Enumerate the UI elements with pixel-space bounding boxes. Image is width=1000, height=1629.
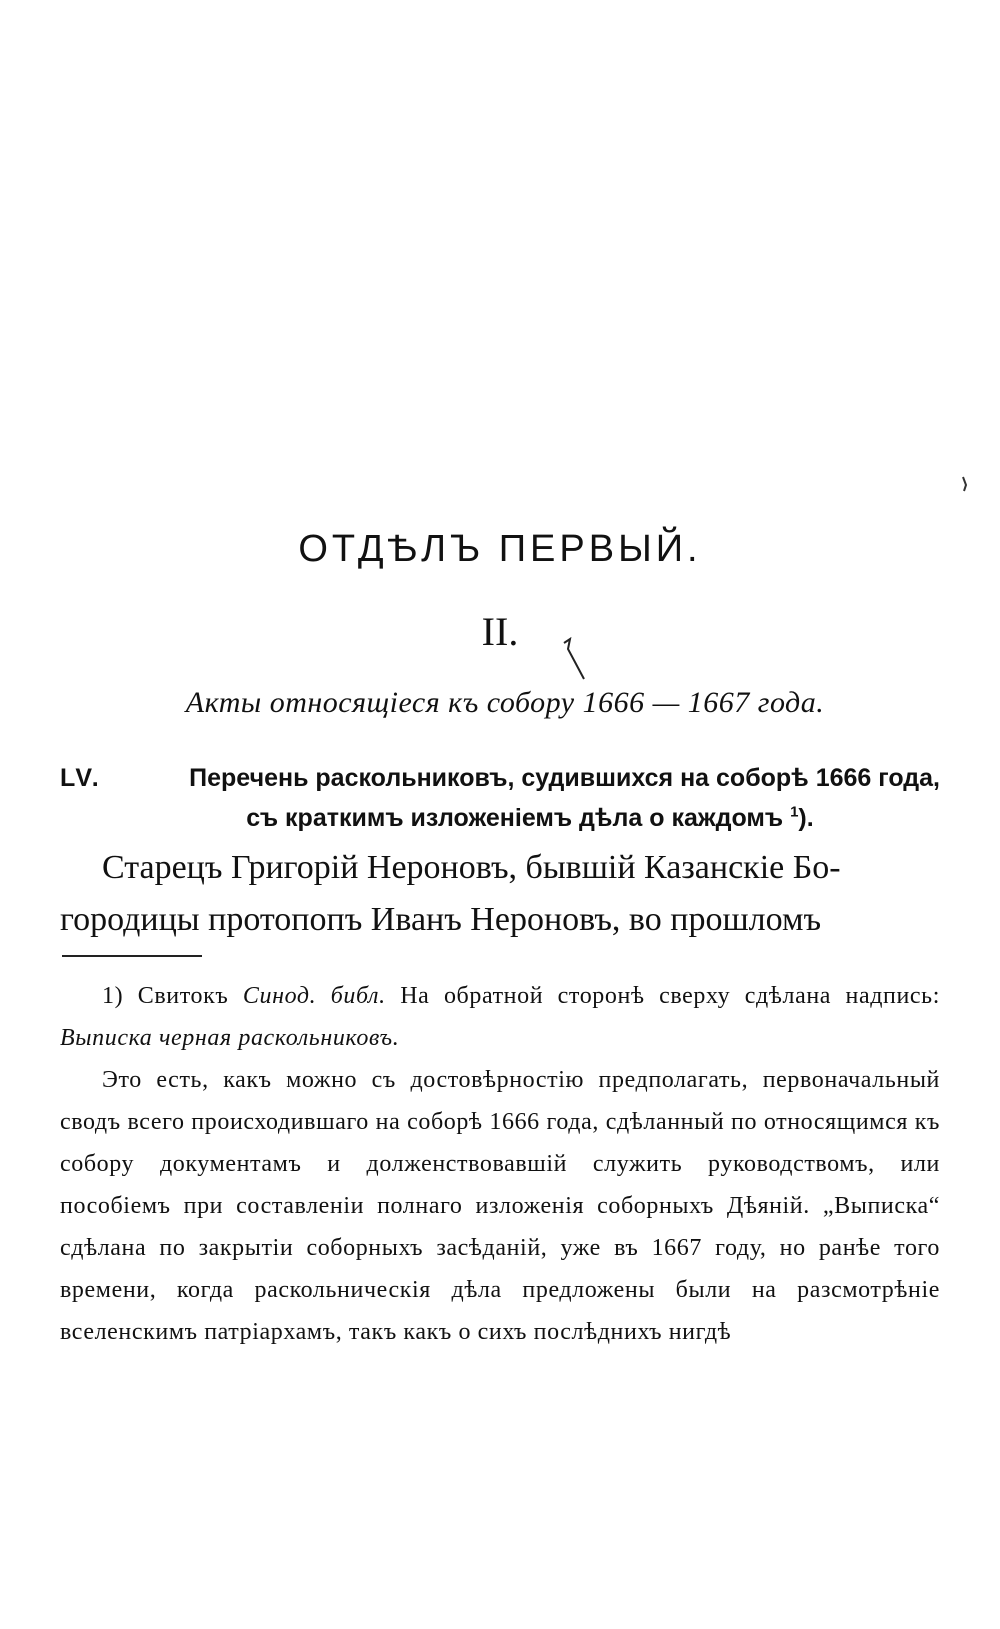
entry-number: LV.: [60, 764, 101, 792]
footnote-text: Свитокъ: [137, 983, 243, 1009]
footnote-reference: 1: [790, 803, 799, 821]
body-line: [60, 894, 940, 946]
footnote-1: [60, 975, 940, 1059]
body-text: [60, 842, 940, 946]
footnote-inscription: Выписка черная раскольниковъ.: [60, 1025, 400, 1051]
pen-stroke-mark: [560, 635, 590, 685]
entry-heading: [60, 758, 940, 838]
entry-heading-line1: Перечень раскольниковъ, судившихся на соборѣ 1666 года,: [189, 764, 940, 792]
section-number: II.: [481, 609, 519, 654]
footnote-source: Синод. библ.: [242, 983, 386, 1009]
body-line-2: городицы протопопъ Иванъ Нероновъ, во прошломъ: [60, 901, 822, 938]
entry-heading-line2: съ краткимъ изложеніемъ дѣла о каждомъ: [246, 804, 784, 832]
stray-ink-mark: [960, 475, 970, 495]
entry-heading-end: ).: [798, 804, 814, 832]
footnotes: [60, 975, 940, 1353]
section-title: ОТДѢЛЪ ПЕРВЫЙ.: [298, 528, 702, 570]
footnote-paragraph-2: Это есть, какъ можно съ достовѣрностію предполагать, первоначальный сводъ всего происходившаго на соборѣ 1666 года, сдѣланный по относящимся къ собору документамъ и долженствовавшій служить руководствомъ, или пособіемъ при составленіи полнаго изложенія соборныхъ Дѣяній. „Выписка“ сдѣлана по закрытіи соборныхъ засѣданій, уже въ 1667 году, но ранѣе того времени, когда раскольническія дѣла предложены были на разсмотрѣніе вселенскимъ патріархамъ, такъ какъ о сихъ послѣднихъ нигдѣ: [60, 1067, 940, 1345]
footnote-divider: [62, 955, 202, 957]
footnote-marker: 1): [102, 983, 124, 1009]
body-line-1: Старецъ Григорій Нероновъ, бывшій Казанскіе Бо-: [102, 849, 841, 886]
footnote-text-2: На обратной сторонѣ сверху сдѣлана надпись:: [385, 983, 940, 1009]
body-line: [60, 842, 940, 894]
document-group-subtitle: Акты относящіеся къ собору 1666 — 1667 года.: [185, 686, 825, 719]
